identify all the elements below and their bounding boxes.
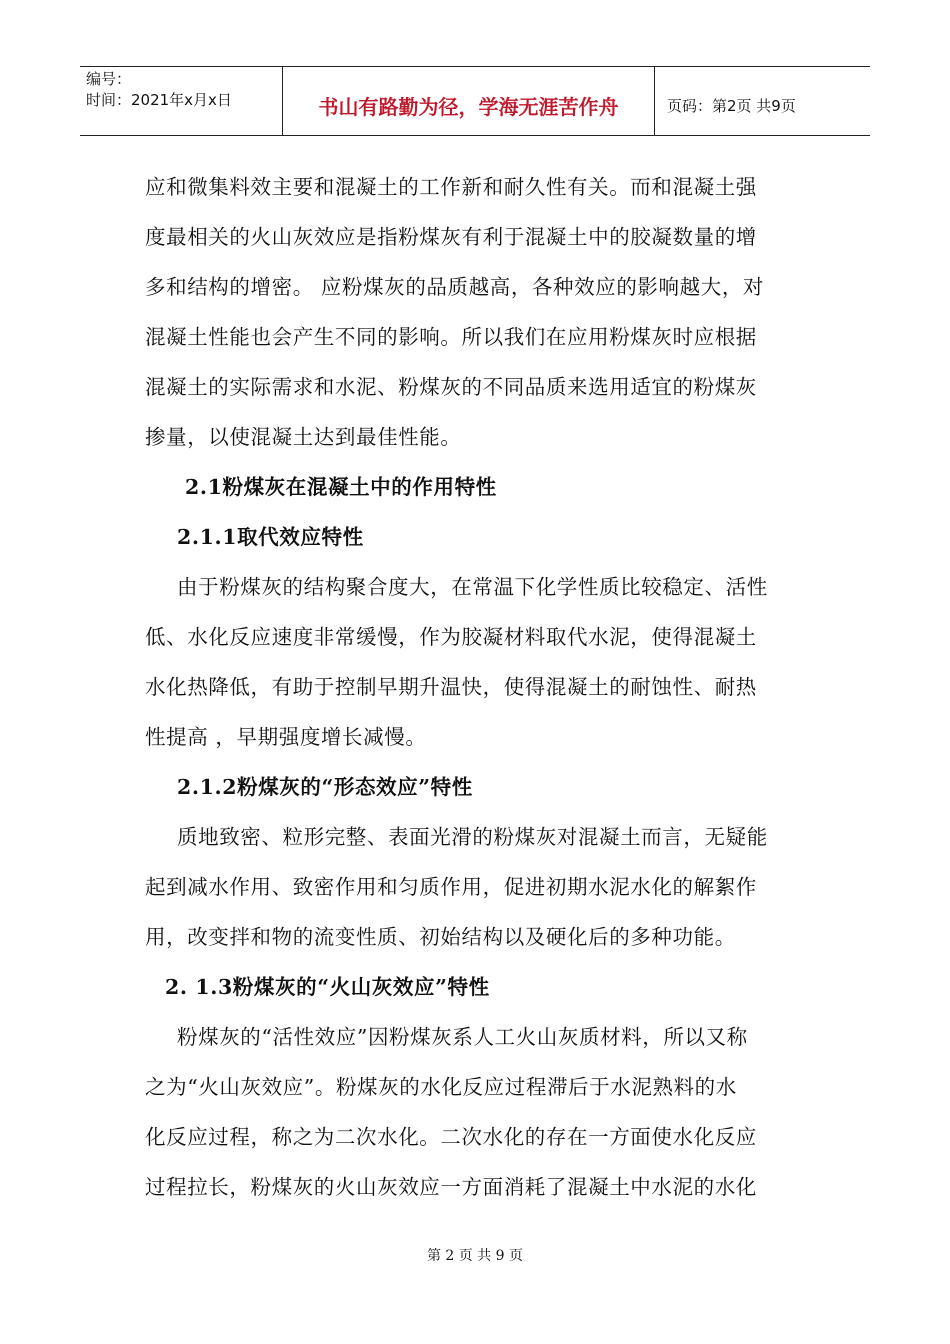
page-header: [80, 66, 870, 136]
paragraph-line: 性提高 ，早期强度增长减慢。: [145, 725, 427, 749]
page-footer: 第 2 页 共 9 页: [426, 1248, 524, 1264]
paragraph-line: 过程拉长，粉煤灰的火山灰效应一方面消耗了混凝土中水泥的水化: [145, 1175, 757, 1199]
section-heading: 2.1粉煤灰在混凝土中的作用特性: [185, 475, 497, 499]
header-page-code: 页码：第2页 共9页: [667, 96, 796, 115]
section-heading: 2.1.2粉煤灰的“形态效应”特性: [177, 775, 473, 799]
section-heading: 2.1.1取代效应特性: [177, 525, 364, 549]
document-body: [145, 162, 810, 1212]
paragraph-line: 应和微集料效主要和混凝土的工作新和耐久性有关。而和混凝土强: [145, 175, 757, 199]
paragraph-line: 用，改变拌和物的流变性质、初始结构以及硬化后的多种功能。: [145, 925, 736, 949]
paragraph-line: 度最相关的火山灰效应是指粉煤灰有利于混凝土中的胶凝数量的增: [145, 225, 757, 249]
header-meta: [80, 67, 283, 135]
header-motto: 书山有路勤为径，学海无涯苦作舟: [283, 67, 655, 135]
paragraph-line: 混凝土性能也会产生不同的影响。所以我们在应用粉煤灰时应根据: [145, 325, 757, 349]
paragraph-line: 低、水化反应速度非常缓慢，作为胶凝材料取代水泥，使得混凝土: [145, 625, 757, 649]
paragraph-line: 水化热降低，有助于控制早期升温快，使得混凝土的耐蚀性、耐热: [145, 675, 757, 699]
paragraph-line: 多和结构的增密。 应粉煤灰的品质越高，各种效应的影响越大，对: [145, 275, 765, 299]
paragraph-line: 质地致密、粒形完整、表面光滑的粉煤灰对混凝土而言，无疑能: [177, 825, 768, 849]
paragraph-line: 之为“火山灰效应”。粉煤灰的水化反应过程滞后于水泥熟料的水: [145, 1075, 737, 1099]
paragraph-line: 化反应过程，称之为二次水化。二次水化的存在一方面使水化反应: [145, 1125, 757, 1149]
paragraph-line: 粉煤灰的“活性效应”因粉煤灰系人工火山灰质材料，所以又称: [177, 1025, 748, 1049]
paragraph-line: 起到减水作用、致密作用和匀质作用，促进初期水泥水化的解絮作: [145, 875, 757, 899]
section-heading: 2. 1.3粉煤灰的“火山灰效应”特性: [165, 975, 490, 999]
paragraph-line: 掺量，以使混凝土达到最佳性能。: [145, 425, 462, 449]
document-number-label: 编号：: [86, 70, 132, 88]
paragraph-line: 由于粉煤灰的结构聚合度大，在常温下化学性质比较稳定、活性: [177, 575, 768, 599]
paragraph-line: 混凝土的实际需求和水泥、粉煤灰的不同品质来选用适宜的粉煤灰: [145, 375, 757, 399]
document-time-label: 时间：2021年x月x日: [86, 91, 232, 109]
